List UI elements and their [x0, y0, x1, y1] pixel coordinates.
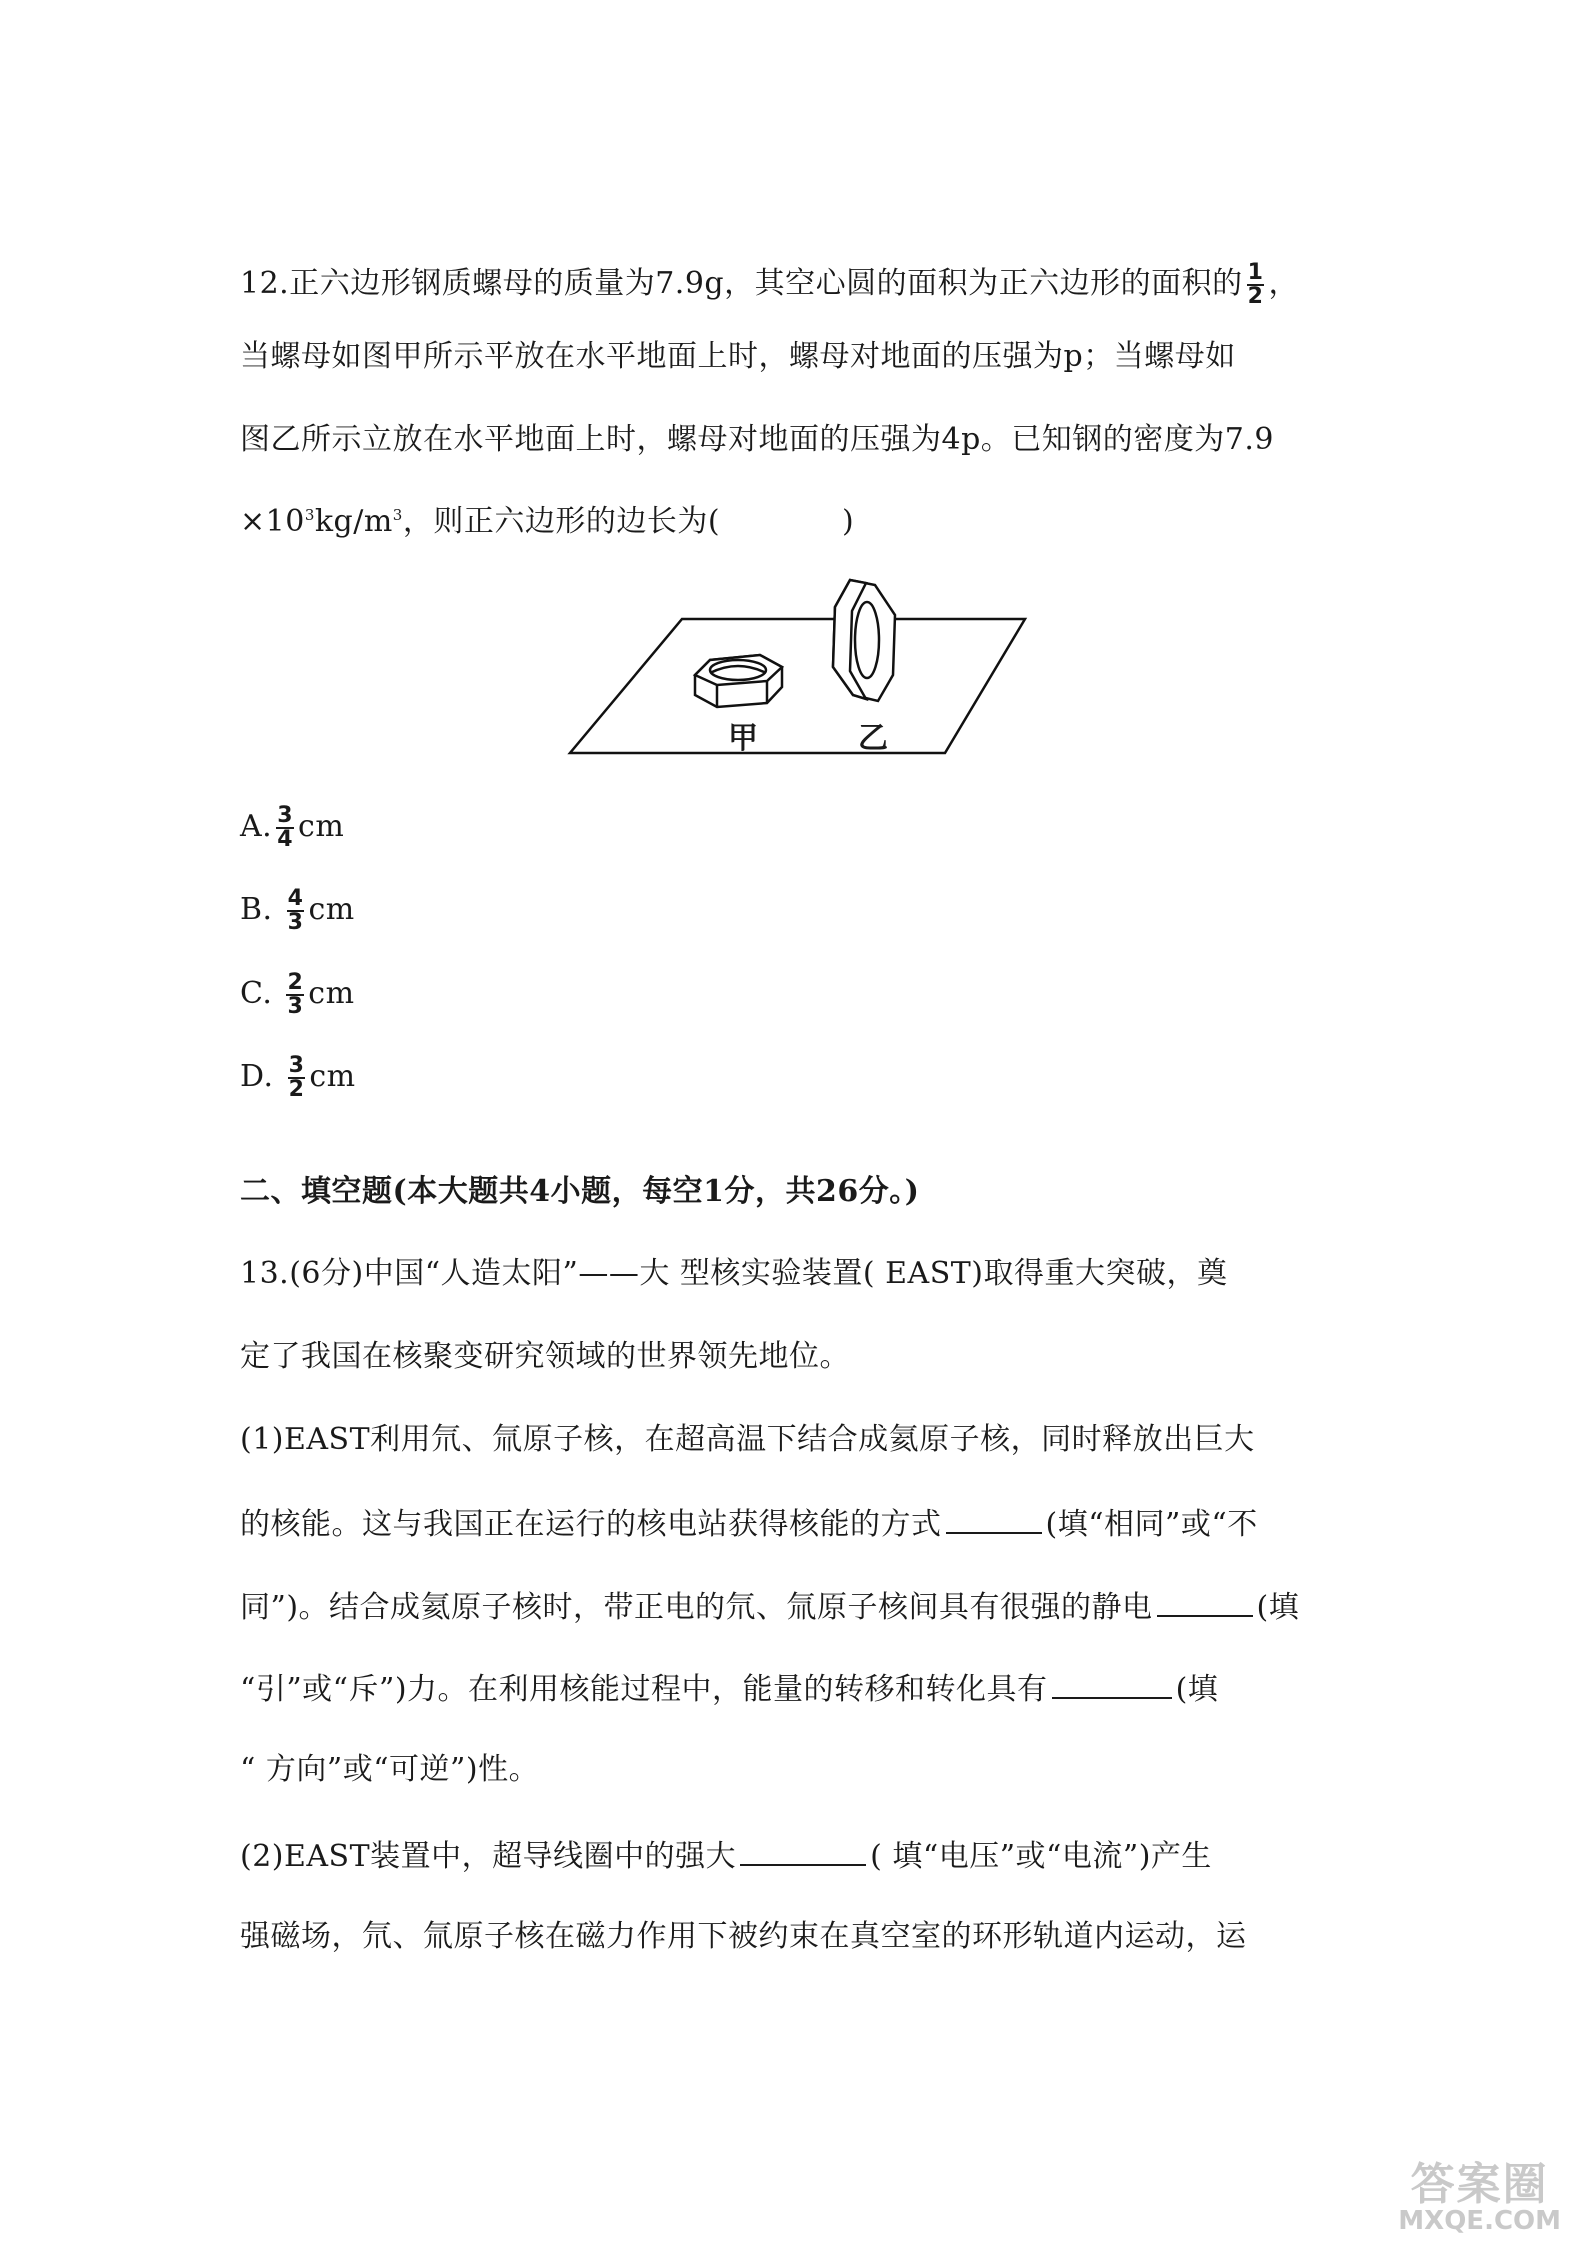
q13-p2-line-2: 强磁场，氘、氚原子核在磁力作用下被约束在真空室的环形轨道内运动，运 — [240, 1919, 1247, 1954]
label-yi: 乙 — [858, 721, 888, 756]
watermark-logo: 答案圈 MXQE.COM — [1398, 2159, 1561, 2236]
answer-blank-3[interactable] — [1052, 1667, 1172, 1699]
option-b-fraction: $\frac{4}{3}$ — [287, 886, 304, 935]
option-a: A. $\frac{3}{4}$ cm — [240, 803, 345, 852]
q12-line-1: 12.正六边形钢质螺母的质量为7.9g，其空心圆的面积为正六边形的面积的 $\frac{1}{2}$ ， — [240, 260, 1299, 309]
flat-nut — [695, 655, 782, 707]
q13-p1-line-3: 同”)。结合成氦原子核时，带正电的氘、氚原子核间具有很强的静电 (填 — [240, 1585, 1299, 1628]
answer-blank-1[interactable] — [946, 1502, 1042, 1534]
answer-blank-2[interactable] — [1157, 1585, 1253, 1617]
option-c: C. $\frac{2}{3}$ cm — [240, 970, 355, 1019]
standing-nut — [833, 580, 895, 701]
option-d: D. $\frac{3}{2}$ cm — [240, 1053, 356, 1102]
section-heading: 二、填空题(本大题共4小题，每空1分，共26分。) — [240, 1174, 920, 1209]
q13-p1-line-4: “引”或“斥”)力。在利用核能过程中，能量的转移和转化具有 (填 — [240, 1667, 1218, 1710]
nut-diagram — [560, 575, 1040, 765]
q13-p2-line-1: (2)EAST装置中，超导线圈中的强大 ( 填“电压”或“电流”)产生 — [240, 1834, 1212, 1877]
q13-line-1: 13.(6分)中国“人造太阳”——大 型核实验装置( EAST)取得重大突破，奠 — [240, 1256, 1228, 1291]
q13-line-2: 定了我国在核聚变研究领域的世界领先地位。 — [240, 1339, 850, 1374]
q13-p1-line-5: “ 方向”或“可逆”)性。 — [240, 1752, 540, 1787]
option-d-fraction: $\frac{3}{2}$ — [288, 1053, 305, 1102]
answer-blank-4[interactable] — [740, 1834, 866, 1866]
q12-line-4: $\times 10^3kg/m^3$，则正六边形的边长为( ) — [240, 504, 855, 539]
q12-text: 12.正六边形钢质螺母的质量为7.9g，其空心圆的面积为正六边形的面积的 — [240, 266, 1243, 301]
option-c-fraction: $\frac{2}{3}$ — [287, 970, 304, 1019]
label-jia: 甲 — [728, 721, 758, 756]
q13-p1-line-2: 的核能。这与我国正在运行的核电站获得核能的方式 (填“相同”或“不 — [240, 1502, 1258, 1545]
q13-p1-line-1: (1)EAST利用氘、氚原子核，在超高温下结合成氦原子核，同时释放出巨大 — [240, 1422, 1255, 1457]
option-b: B. $\frac{4}{3}$ cm — [240, 886, 355, 935]
q12-line-2: 当螺母如图甲所示平放在水平地面上时，螺母对地面的压强为p；当螺母如 — [240, 339, 1236, 374]
q12-line-3: 图乙所示立放在水平地面上时，螺母对地面的压强为4p。已知钢的密度为7.9 — [240, 422, 1274, 457]
ground-plane — [570, 619, 1025, 753]
nut-figure — [560, 575, 1040, 765]
fraction-one-half: $\frac{1}{2}$ — [1247, 260, 1264, 309]
option-a-fraction: $\frac{3}{4}$ — [277, 803, 294, 852]
